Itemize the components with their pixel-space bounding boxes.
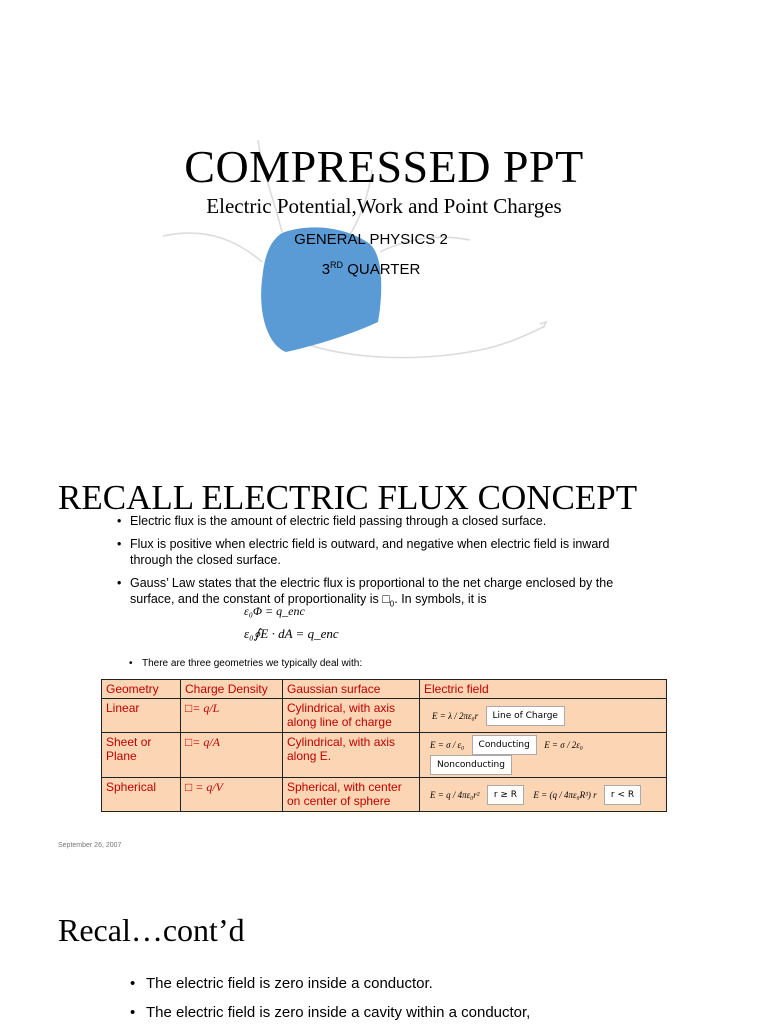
bullet-flux-definition: • Electric flux is the amount of electric field passing through a closed surface.	[117, 514, 547, 528]
cell-surface: Spherical, with center on center of sphere	[283, 778, 420, 812]
field-lines-diagram	[0, 0, 768, 440]
slide-title: COMPRESSED PPT	[184, 141, 584, 192]
cell-field	[420, 699, 667, 733]
header-geometry: Geometry	[102, 680, 181, 699]
cell-density: □ = q/V	[181, 778, 283, 812]
bullet-gauss-law: • Gauss’ Law states that the electric flux is proportional to the net charge enclosed by the surface, and the constant of proportionality is $□_0$. In symbols, it is	[117, 576, 614, 609]
table-header-row	[102, 680, 667, 699]
cell-density: □= q/L	[181, 699, 283, 733]
cell-geometry: Sheet or Plane	[102, 733, 181, 778]
quarter-label: 3RD QUARTER	[321, 260, 421, 278]
slide-subtitle: Electric Potential,Work and Point Charges	[206, 194, 562, 218]
equation-gauss-integral: ε₀∮E · dA = q_enc	[244, 626, 339, 641]
label-inside: r < R	[604, 785, 641, 805]
cell-field	[420, 778, 667, 812]
cell-surface: Cylindrical, with axis along E.	[283, 733, 420, 778]
table-row	[102, 778, 667, 812]
label-line-of-charge: Line of Charge	[486, 706, 565, 726]
cell-density: □= q/A	[181, 733, 283, 778]
formula-nonconducting: E = σ / 2ε₀	[544, 740, 583, 750]
label-nonconducting: Nonconducting	[430, 755, 512, 775]
table-row	[102, 699, 667, 733]
formula-inside: E = (q / 4πε₀R³) r	[533, 789, 597, 800]
header-electric-field: Electric field	[420, 680, 667, 699]
cell-geometry: Spherical	[102, 778, 181, 812]
header-gaussian-surface: Gaussian surface	[283, 680, 420, 699]
bullet-cavity-field: • The electric field is zero inside a cavity within a conductor,	[130, 1004, 531, 1021]
equation-flux: ε₀Φ = q_enc	[244, 604, 305, 618]
header-charge-density: Charge Density	[181, 680, 283, 699]
formula-outside: E = q / 4πε₀r²	[430, 789, 480, 800]
cell-geometry: Linear	[102, 699, 181, 733]
formula-conducting: E = σ / ε₀	[430, 740, 465, 750]
table-row	[102, 733, 667, 778]
geometry-table	[101, 679, 667, 812]
formula-line: E = λ / 2πε₀r	[432, 710, 479, 721]
bullet-geometries: • There are three geometries we typically deal with:	[129, 658, 363, 669]
recall-heading: Recal…cont’d	[58, 912, 245, 948]
label-conducting: Conducting	[472, 735, 537, 755]
course-name: GENERAL PHYSICS 2	[294, 231, 448, 248]
bullet-flux-sign: • Flux is positive when electric field is outward, and negative when electric field is inward through the closed surface.	[117, 537, 610, 567]
cell-surface: Cylindrical, with axis along line of charge	[283, 699, 420, 733]
cell-field	[420, 733, 667, 778]
flux-heading: RECALL ELECTRIC FLUX CONCEPT	[58, 478, 638, 517]
label-outside: r ≥ R	[487, 785, 524, 805]
bullet-conductor-field: • The electric field is zero inside a conductor.	[130, 975, 433, 992]
slide-date: September 26, 2007	[58, 842, 122, 849]
